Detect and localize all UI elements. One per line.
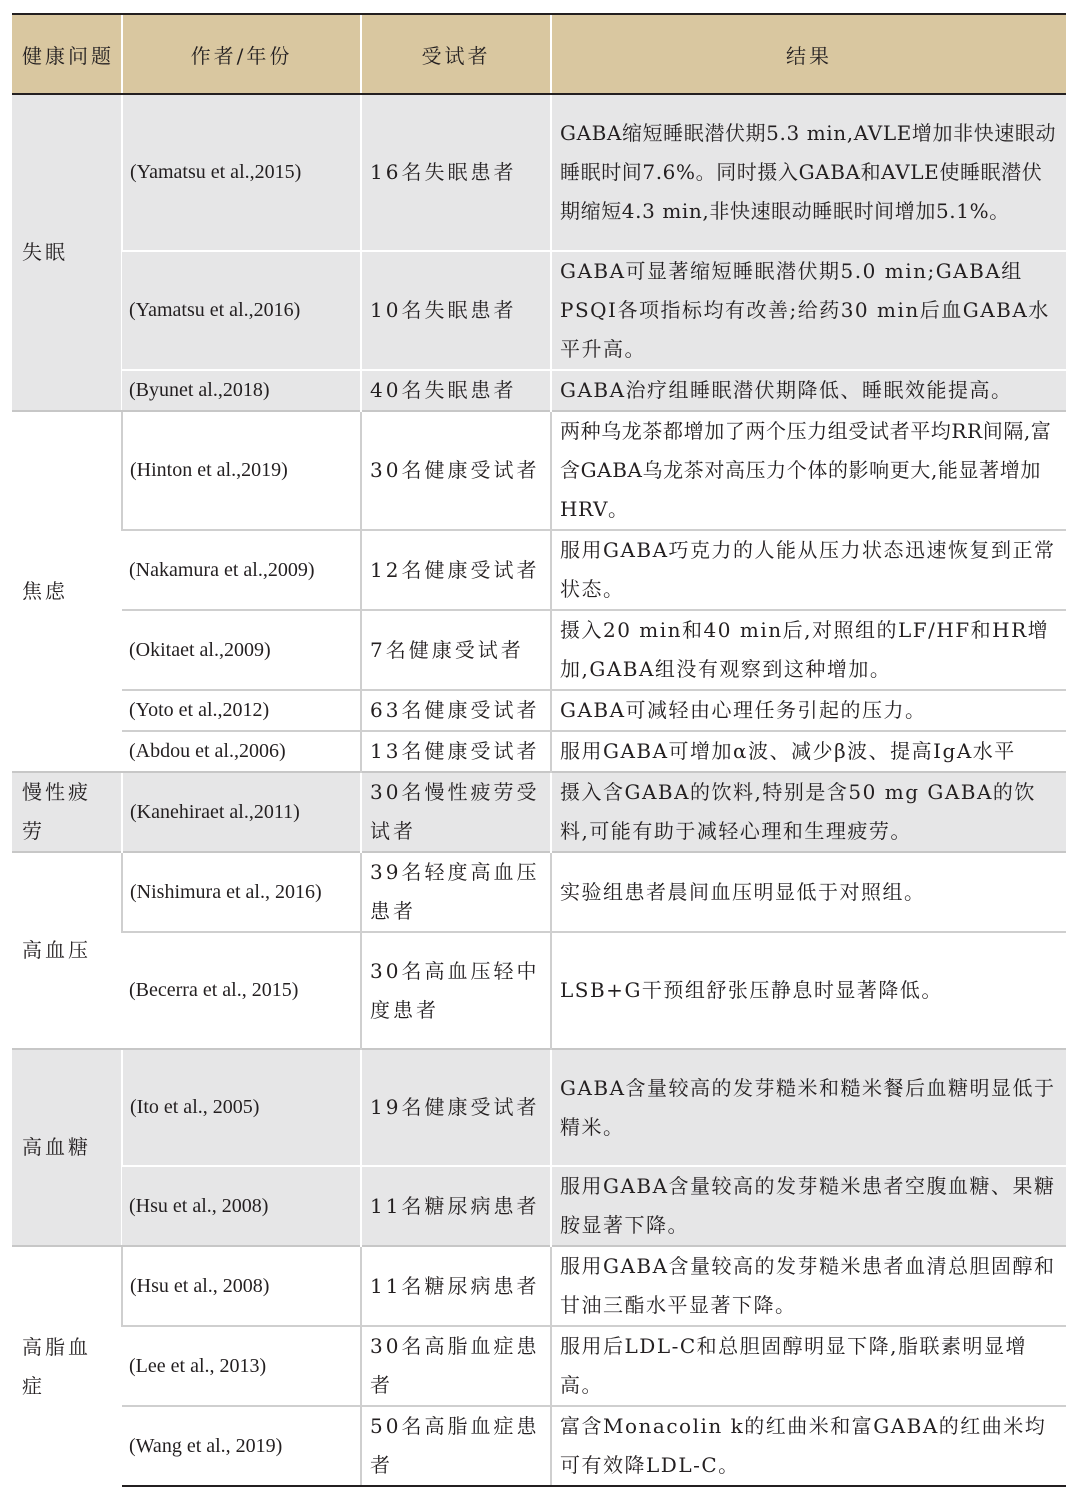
result-cell: 摄入含GABA的饮料,特别是含50 mg GABA的饮料,可能有助于减轻心理和生理疲劳。 xyxy=(551,772,1066,852)
header-author-year: 作者/年份 xyxy=(122,14,361,94)
author-year-cell: (Hinton et al.,2019) xyxy=(122,411,361,530)
health-issue-cell: 高血糖 xyxy=(12,1049,122,1246)
table-row xyxy=(12,1246,1066,1326)
table-row xyxy=(12,1326,1066,1406)
result-cell: LSB+G干预组舒张压静息时显著降低。 xyxy=(551,932,1066,1049)
author-year-cell: (Okitaet al.,2009) xyxy=(122,610,361,690)
table-row xyxy=(12,731,1066,772)
author-year-cell: (Hsu et al., 2008) xyxy=(122,1166,361,1246)
table-row xyxy=(12,1049,1066,1166)
result-cell: GABA缩短睡眠潜伏期5.3 min,AVLE增加非快速眼动睡眠时间7.6%。同时摄入GABA和AVLE使睡眠潜伏期缩短4.3 min,非快速眼动睡眠时间增加5.1%。 xyxy=(551,94,1066,251)
result-cell: GABA含量较高的发芽糙米和糙米餐后血糖明显低于精米。 xyxy=(551,1049,1066,1166)
author-year-cell: (Byunet al.,2018) xyxy=(122,370,361,411)
health-issue-cell: 高血压 xyxy=(12,852,122,1049)
result-cell: 服用后LDL-C和总胆固醇明显下降,脂联素明显增高。 xyxy=(551,1326,1066,1406)
gaba-clinical-studies-table xyxy=(12,13,1066,1487)
header-results: 结果 xyxy=(551,14,1066,94)
author-year-cell: (Hsu et al., 2008) xyxy=(122,1246,361,1326)
table-row xyxy=(12,1406,1066,1486)
table-row xyxy=(12,94,1066,251)
author-year-cell: (Wang et al., 2019) xyxy=(122,1406,361,1486)
table-body xyxy=(12,94,1066,1486)
result-cell: 富含Monacolin k的红曲米和富GABA的红曲米均可有效降LDL-C。 xyxy=(551,1406,1066,1486)
subjects-cell: 12名健康受试者 xyxy=(361,530,551,610)
author-year-cell: (Abdou et al.,2006) xyxy=(122,731,361,772)
table-row xyxy=(12,370,1066,411)
author-year-cell: (Nakamura et al.,2009) xyxy=(122,530,361,610)
author-year-cell: (Nishimura et al., 2016) xyxy=(122,852,361,932)
table-header xyxy=(12,14,1066,94)
author-year-cell: (Yoto et al.,2012) xyxy=(122,690,361,731)
author-year-cell: (Lee et al., 2013) xyxy=(122,1326,361,1406)
subjects-cell: 30名高脂血症患者 xyxy=(361,1326,551,1406)
subjects-cell: 63名健康受试者 xyxy=(361,690,551,731)
result-cell: 服用GABA含量较高的发芽糙米患者空腹血糖、果糖胺显著下降。 xyxy=(551,1166,1066,1246)
header-subjects: 受试者 xyxy=(361,14,551,94)
table-row xyxy=(12,610,1066,690)
subjects-cell: 39名轻度高血压患者 xyxy=(361,852,551,932)
result-cell: GABA可减轻由心理任务引起的压力。 xyxy=(551,690,1066,731)
result-cell: 服用GABA可增加α波、减少β波、提高IgA水平 xyxy=(551,731,1066,772)
health-issue-cell: 慢性疲劳 xyxy=(12,772,122,852)
table-row xyxy=(12,932,1066,1049)
header-row xyxy=(12,14,1066,94)
table-row xyxy=(12,852,1066,932)
subjects-cell: 30名健康受试者 xyxy=(361,411,551,530)
result-cell: 服用GABA含量较高的发芽糙米患者血清总胆固醇和甘油三酯水平显著下降。 xyxy=(551,1246,1066,1326)
result-cell: GABA治疗组睡眠潜伏期降低、睡眠效能提高。 xyxy=(551,370,1066,411)
table-row xyxy=(12,530,1066,610)
subjects-cell: 30名慢性疲劳受试者 xyxy=(361,772,551,852)
author-year-cell: (Ito et al., 2005) xyxy=(122,1049,361,1166)
result-cell: 两种乌龙茶都增加了两个压力组受试者平均RR间隔,富含GABA乌龙茶对高压力个体的影响更大,能显著增加HRV。 xyxy=(551,411,1066,530)
table-row xyxy=(12,251,1066,370)
subjects-cell: 7名健康受试者 xyxy=(361,610,551,690)
subjects-cell: 40名失眠患者 xyxy=(361,370,551,411)
subjects-cell: 50名高脂血症患者 xyxy=(361,1406,551,1486)
subjects-cell: 13名健康受试者 xyxy=(361,731,551,772)
subjects-cell: 30名高血压轻中度患者 xyxy=(361,932,551,1049)
subjects-cell: 16名失眠患者 xyxy=(361,94,551,251)
subjects-cell: 19名健康受试者 xyxy=(361,1049,551,1166)
result-cell: 服用GABA巧克力的人能从压力状态迅速恢复到正常状态。 xyxy=(551,530,1066,610)
author-year-cell: (Yamatsu et al.,2016) xyxy=(122,251,361,370)
author-year-cell: (Becerra et al., 2015) xyxy=(122,932,361,1049)
table-row xyxy=(12,772,1066,852)
health-issue-cell: 失眠 xyxy=(12,94,122,411)
health-issue-cell: 焦虑 xyxy=(12,411,122,772)
table-row xyxy=(12,690,1066,731)
subjects-cell: 11名糖尿病患者 xyxy=(361,1246,551,1326)
table-row xyxy=(12,1166,1066,1246)
table-row xyxy=(12,411,1066,530)
header-health-issue: 健康问题 xyxy=(12,14,122,94)
subjects-cell: 11名糖尿病患者 xyxy=(361,1166,551,1246)
result-cell: 摄入20 min和40 min后,对照组的LF/HF和HR增加,GABA组没有观察到这种增加。 xyxy=(551,610,1066,690)
result-cell: GABA可显著缩短睡眠潜伏期5.0 min;GABA组PSQI各项指标均有改善;给药30 min后血GABA水平升高。 xyxy=(551,251,1066,370)
author-year-cell: (Yamatsu et al.,2015) xyxy=(122,94,361,251)
health-issue-cell: 高脂血症 xyxy=(12,1246,122,1486)
author-year-cell: (Kanehiraet al.,2011) xyxy=(122,772,361,852)
subjects-cell: 10名失眠患者 xyxy=(361,251,551,370)
result-cell: 实验组患者晨间血压明显低于对照组。 xyxy=(551,852,1066,932)
